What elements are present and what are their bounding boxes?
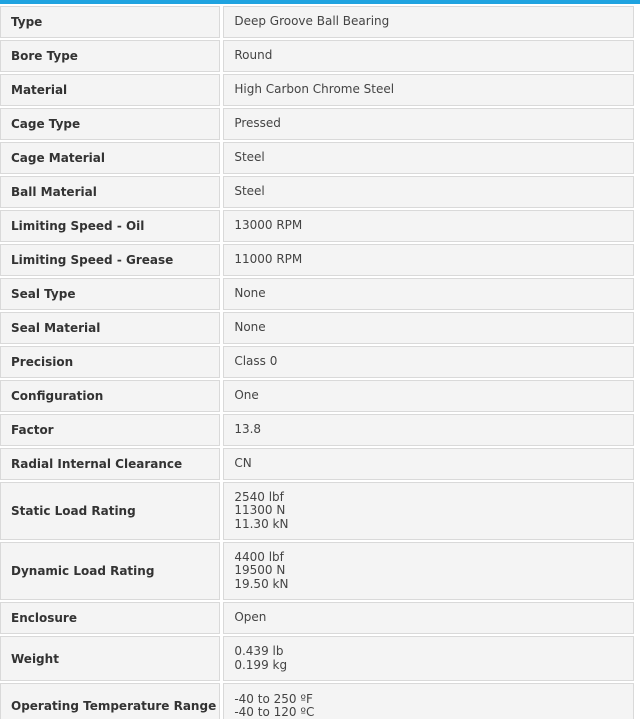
spec-label: Dynamic Load Rating (0, 542, 220, 600)
spec-value (223, 636, 634, 681)
spec-value (223, 448, 634, 480)
spec-value-line: None (234, 286, 266, 301)
spec-label: Radial Internal Clearance (0, 448, 220, 480)
spec-value-line: 11300 N (234, 503, 286, 518)
spec-label: Seal Material (0, 312, 220, 344)
spec-value (223, 602, 634, 634)
spec-row (0, 542, 634, 600)
spec-value (223, 482, 634, 540)
spec-row (0, 6, 634, 38)
spec-value-line: 11.30 kN (234, 516, 289, 531)
spec-value (223, 176, 634, 208)
spec-value (223, 414, 634, 446)
spec-value-line: 19500 N (234, 563, 286, 578)
spec-row (0, 602, 634, 634)
spec-row (0, 482, 634, 540)
spec-value-line: -40 to 250 ºF (234, 691, 313, 706)
spec-value-line: 11000 RPM (234, 252, 303, 267)
spec-label: Enclosure (0, 602, 220, 634)
spec-row (0, 414, 634, 446)
spec-label: Ball Material (0, 176, 220, 208)
spec-value-line: 13000 RPM (234, 218, 303, 233)
spec-value-line: One (234, 388, 259, 403)
spec-label: Bore Type (0, 40, 220, 72)
spec-value-line: Pressed (234, 116, 281, 131)
spec-value (223, 542, 634, 600)
spec-row (0, 74, 634, 106)
spec-value-line: None (234, 320, 266, 335)
spec-value (223, 74, 634, 106)
spec-row (0, 278, 634, 310)
spec-row (0, 312, 634, 344)
spec-value-line: Round (234, 48, 273, 63)
spec-value (223, 40, 634, 72)
spec-value (223, 278, 634, 310)
spec-label: Static Load Rating (0, 482, 220, 540)
spec-value (223, 210, 634, 242)
spec-label: Type (0, 6, 220, 38)
spec-row (0, 346, 634, 378)
spec-value-line: High Carbon Chrome Steel (234, 82, 395, 97)
spec-label: Cage Material (0, 142, 220, 174)
spec-label: Weight (0, 636, 220, 681)
spec-row (0, 176, 634, 208)
spec-value (223, 346, 634, 378)
spec-value-line: -40 to 120 ºC (234, 705, 315, 719)
spec-label: Precision (0, 346, 220, 378)
spec-row (0, 683, 634, 719)
spec-label: Configuration (0, 380, 220, 412)
spec-label: Limiting Speed - Grease (0, 244, 220, 276)
spec-label: Operating Temperature Range (0, 683, 220, 719)
spec-value-line: 2540 lbf (234, 489, 284, 504)
spec-value (223, 142, 634, 174)
spec-value-line: 4400 lbf (234, 549, 284, 564)
spec-value-line: 19.50 kN (234, 576, 289, 591)
spec-row (0, 142, 634, 174)
spec-label: Factor (0, 414, 220, 446)
spec-label: Cage Type (0, 108, 220, 140)
spec-label: Limiting Speed - Oil (0, 210, 220, 242)
spec-value (223, 312, 634, 344)
spec-value (223, 6, 634, 38)
spec-label: Material (0, 74, 220, 106)
spec-value (223, 683, 634, 719)
spec-value-line: Steel (234, 184, 265, 199)
spec-label: Seal Type (0, 278, 220, 310)
specifications-table-body (0, 6, 634, 719)
spec-value-line: Open (234, 610, 267, 625)
spec-value-line: Steel (234, 150, 265, 165)
spec-value-line: 13.8 (234, 422, 262, 437)
spec-value-line: Class 0 (234, 354, 278, 369)
spec-value-line: CN (234, 456, 252, 471)
spec-row (0, 210, 634, 242)
spec-row (0, 40, 634, 72)
spec-row (0, 244, 634, 276)
spec-value-line: Deep Groove Ball Bearing (234, 14, 390, 29)
spec-value (223, 244, 634, 276)
spec-value-line: 0.439 lb (234, 644, 284, 658)
spec-row (0, 380, 634, 412)
spec-row (0, 108, 634, 140)
spec-row (0, 636, 634, 681)
spec-value-line: 0.199 kg (234, 657, 288, 672)
specifications-table (0, 4, 637, 719)
spec-row (0, 448, 634, 480)
spec-value (223, 108, 634, 140)
spec-value (223, 380, 634, 412)
